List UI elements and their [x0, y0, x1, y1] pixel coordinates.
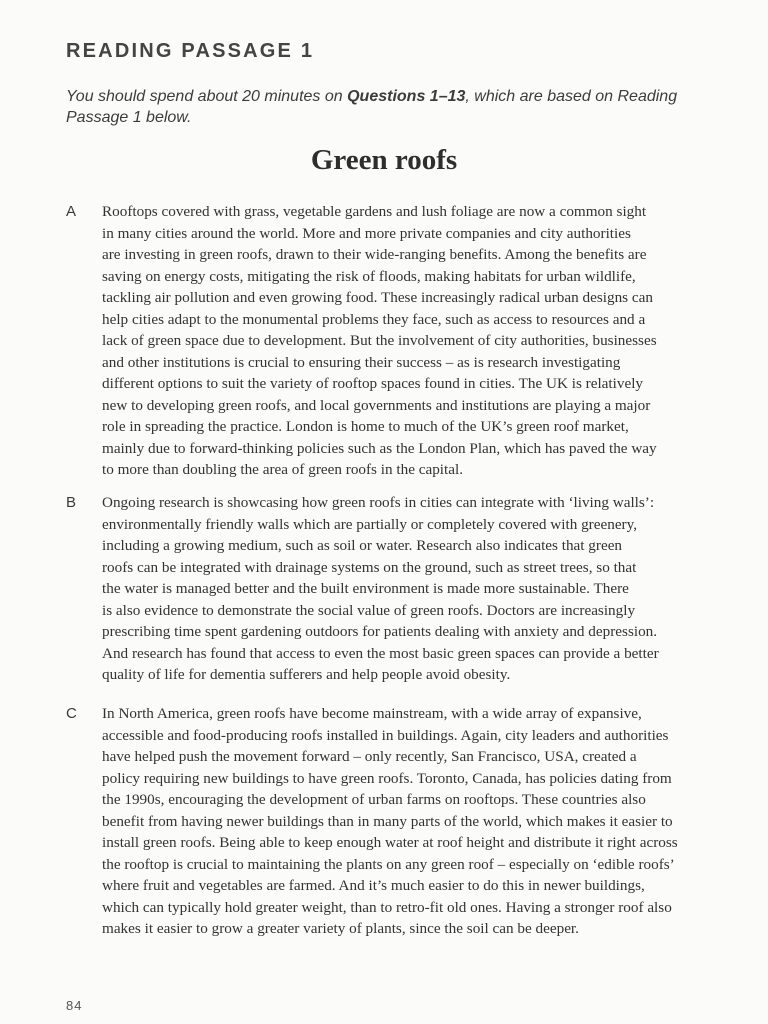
paragraph-line: Ongoing research is showcasing how green roofs in cities can integrate with ‘living walls’: — [102, 494, 655, 511]
paragraph-line: the water is managed better and the built environment is made more sustainable. There — [102, 580, 629, 597]
instructions-text-after: , which are based on Reading Passage 1 below. — [66, 88, 678, 126]
paragraph-line: lack of green space due to development. But the involvement of city authorities, businesses — [102, 332, 657, 349]
paragraph-line: tackling air pollution and even growing food. These increasingly radical urban designs can — [102, 289, 653, 306]
section-heading: READING PASSAGE 1 — [66, 40, 315, 62]
instructions-questions-range: Questions 1–13 — [347, 88, 466, 105]
instructions-text-before: You should spend about 20 minutes on — [66, 88, 348, 105]
paragraph-letter: B — [66, 494, 77, 511]
paragraph-line: And research has found that access to even the most basic green spaces can provide a better — [102, 644, 659, 662]
paragraph-body — [102, 492, 698, 686]
paragraph-body — [102, 201, 698, 481]
paragraph-line: is also evidence to demonstrate the social value of green roofs. Doctors are increasingly — [102, 601, 636, 619]
paragraph-line: are investing in green roofs, drawn to their wide-ranging benefits. Among the benefits are — [102, 246, 647, 263]
paragraph-line: new to developing green roofs, and local governments and institutions are playing a major — [102, 396, 651, 414]
paragraph-line: and other institutions is crucial to ensuring their success – as is research investigating — [102, 353, 621, 371]
paragraph-line: the 1990s, encouraging the development of urban farms on rooftops. These countries also — [102, 791, 646, 808]
paragraph-line: to more than doubling the area of green roofs in the capital. — [102, 461, 463, 478]
passage-title: Green roofs — [310, 144, 458, 176]
paragraph-line: install green roofs. Being able to keep enough water at roof height and distribute it right across — [102, 834, 678, 851]
paragraph-letter: A — [66, 203, 77, 220]
paragraph-line: have helped push the movement forward – only recently, San Francisco, USA, created a — [102, 748, 637, 765]
paragraph-line: accessible and food-producing roofs installed in buildings. Again, city leaders and authorities — [102, 726, 669, 744]
paragraph-line: saving on energy costs, mitigating the risk of floods, making habitats for urban wildlife, — [102, 267, 636, 285]
paragraph-line: In North America, green roofs have become mainstream, with a wide array of expansive, — [102, 705, 642, 722]
paragraph-body — [102, 703, 698, 940]
paragraph-line: different options to suit the variety of rooftop spaces found in cities. The UK is relatively — [102, 375, 644, 392]
paragraph-line: mainly due to forward-thinking policies such as the London Plan, which has paved the way — [102, 439, 657, 457]
paragraph-line: in many cities around the world. More and more private companies and city authorities — [102, 224, 631, 242]
instructions — [66, 86, 686, 128]
paragraph-line: roofs can be integrated with drainage systems on the ground, such as street trees, so that — [102, 558, 637, 576]
paragraph-line: role in spreading the practice. London is home to much of the UK’s green roof market, — [102, 418, 629, 435]
paragraph-line: prescribing time spent gardening outdoors for patients dealing with anxiety and depression. — [102, 623, 658, 640]
paragraph-line: the rooftop is crucial to maintaining the plants on any green roof – especially on ‘edible roofs’ — [102, 855, 675, 873]
page-number: 84 — [66, 998, 83, 1013]
paragraph-line: Rooftops covered with grass, vegetable gardens and lush foliage are now a common sight — [102, 203, 647, 220]
paragraph-line: makes it easier to grow a greater variety of plants, since the soil can be deeper. — [102, 920, 579, 937]
paragraph-line: which can typically hold greater weight, than to retro-fit old ones. Having a stronger roof also — [102, 898, 672, 916]
paragraph-line: quality of life for dementia sufferers and help people avoid obesity. — [102, 666, 511, 683]
paragraph-line: environmentally friendly walls which are partially or completely covered with greenery, — [102, 515, 638, 533]
paragraph-line: benefit from having newer buildings than in many parts of the world, which makes it easier to — [102, 812, 673, 830]
paragraph-line: including a growing medium, such as soil or water. Research also indicates that green — [102, 537, 623, 554]
paragraph-line: help cities adapt to the monumental problems they face, such as access to resources and a — [102, 310, 646, 328]
paragraph-line: where fruit and vegetables are farmed. And it’s much easier to do this in newer buildings, — [102, 877, 645, 894]
paragraph-line: policy requiring new buildings to have green roofs. Toronto, Canada, has policies dating from — [102, 769, 672, 787]
paragraph-letter: C — [66, 705, 77, 722]
